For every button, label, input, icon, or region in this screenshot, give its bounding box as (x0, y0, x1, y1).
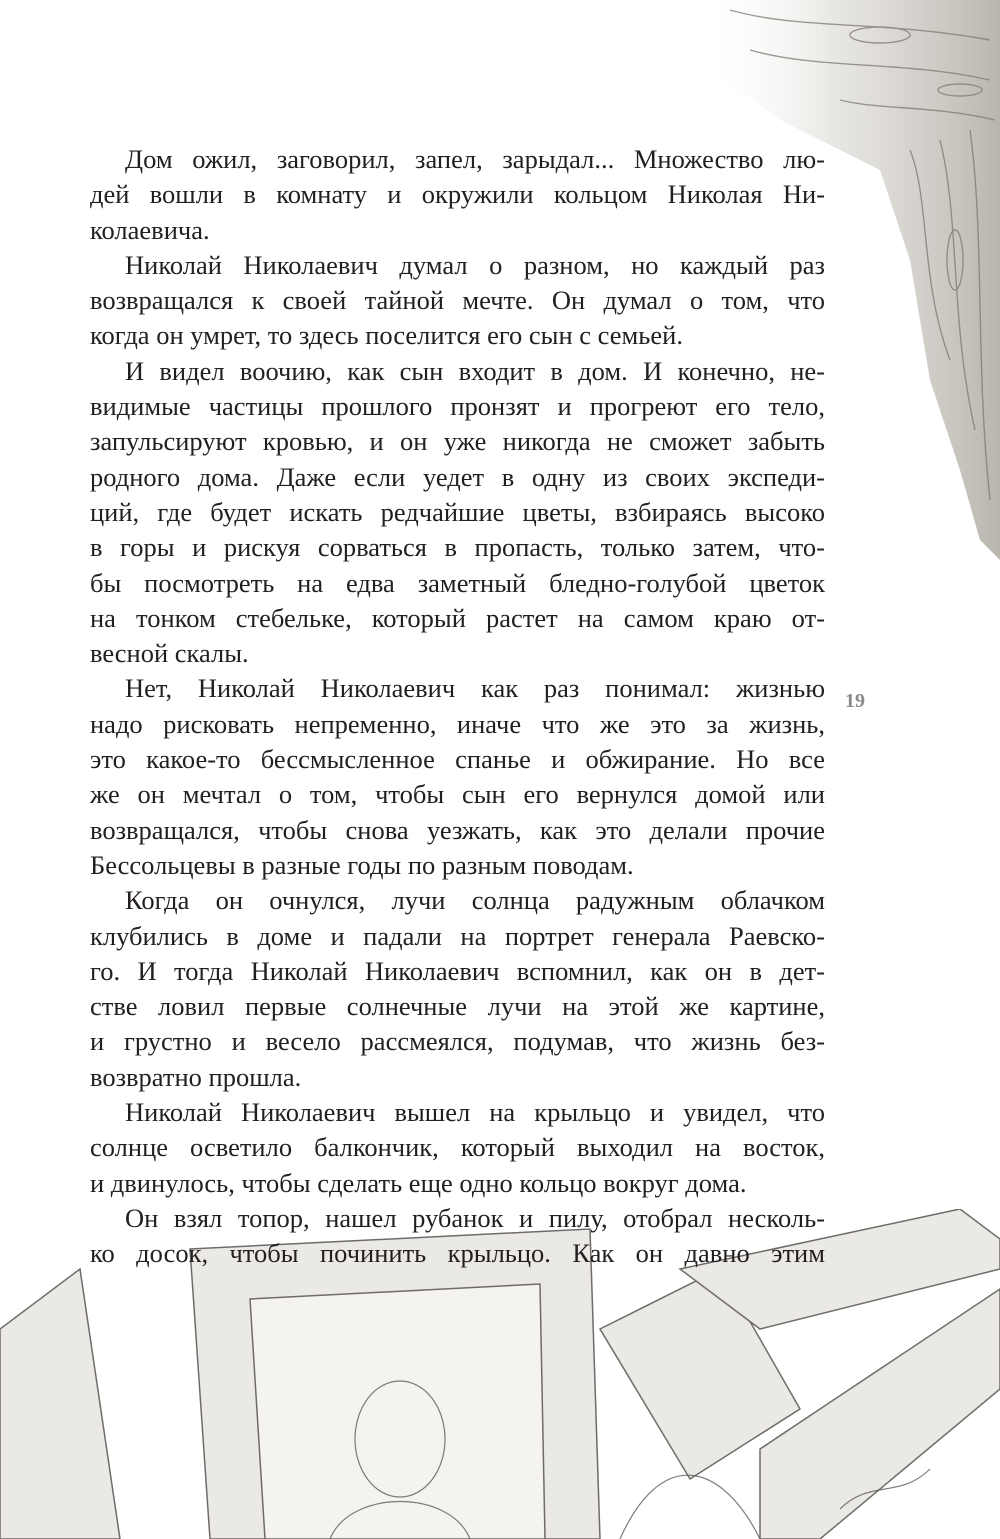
text-line: же он мечтал о том, чтобы сын его вернулся домой или (90, 779, 825, 810)
text-line: возвращался к своей тайной мечте. Он думал о том, что (90, 285, 825, 316)
text-line: Николай Николаевич вышел на крыльцо и увидел, что (125, 1097, 825, 1128)
text-line: родного дома. Даже если уедет в одну из своих экспеди- (90, 461, 825, 492)
text-line: на тонком стебельке, который растет на самом краю от- (90, 602, 825, 633)
text-line: надо рисковать непременно, иначе что же это за жизнь, (90, 708, 825, 739)
text-line: Когда он очнулся, лучи солнца радужным облачком (125, 885, 825, 916)
text-line: и грустно и весело рассмеялся, подумав, что жизнь без- (90, 1026, 825, 1057)
text-line: Дом ожил, заговорил, запел, зарыдал... Множество лю- (125, 144, 825, 174)
text-line: запульсируют кровью, и он уже никогда не сможет забыть (90, 426, 825, 457)
text-line: и двинулось, чтобы сделать еще одно кольцо вокруг дома. (90, 1167, 747, 1198)
text-line: ко досок, чтобы починить крыльцо. Как он давно этим (90, 1238, 825, 1269)
text-line: Николай Николаевич думал о разном, но каждый раз (125, 249, 825, 280)
text-line: го. И тогда Николай Николаевич вспомнил, как он в дет- (90, 955, 825, 986)
paragraph (90, 248, 825, 354)
text-line: это какое-то бессмысленное спанье и обжирание. Но все (90, 744, 825, 775)
text-line: стве ловил первые солнечные лучи на этой же картине, (90, 991, 825, 1022)
text-line: возвращался, чтобы снова уезжать, как это делали прочие (90, 814, 825, 845)
text-line: весной скалы. (90, 638, 249, 669)
text-line: Бессольцевы в разные годы по разным поводам. (90, 849, 634, 880)
text-line: солнце осветило балкончик, который выходил на восток, (90, 1132, 825, 1163)
text-line: колаевича. (90, 214, 210, 245)
text-line: И видел воочию, как сын входит в дом. И конечно, не- (125, 355, 825, 386)
text-line: видимые частицы прошлого пронзят и прогреют его тело, (90, 391, 825, 422)
text-line: бы посмотреть на едва заметный бледно-голубой цветок (90, 567, 825, 598)
text-line: ций, где будет искать редчайшие цветы, взбираясь высоко (90, 496, 825, 527)
body-text (90, 142, 825, 1272)
paragraph (90, 142, 825, 248)
text-line: дей вошли в комнату и окружили кольцом Николая Ни- (90, 179, 825, 210)
paragraph (90, 883, 825, 1095)
text-line: когда он умрет, то здесь поселится его сын с семьей. (90, 320, 683, 351)
text-line: Он взял топор, нашел рубанок и пилу, отобрал несколь- (125, 1202, 825, 1233)
paragraph (90, 1201, 825, 1272)
text-line: возвратно прошла. (90, 1061, 302, 1092)
text-line: в горы и рискуя сорваться в пропасть, только затем, что- (90, 532, 825, 563)
text-line: клубились в доме и падали на портрет генерала Раевско- (90, 920, 825, 951)
paragraph (90, 671, 825, 883)
text-line: Нет, Николай Николаевич как раз понимал: жизнью (125, 673, 825, 704)
paragraph (90, 1095, 825, 1201)
paragraph (90, 354, 825, 672)
page-number: 19 (845, 690, 865, 712)
